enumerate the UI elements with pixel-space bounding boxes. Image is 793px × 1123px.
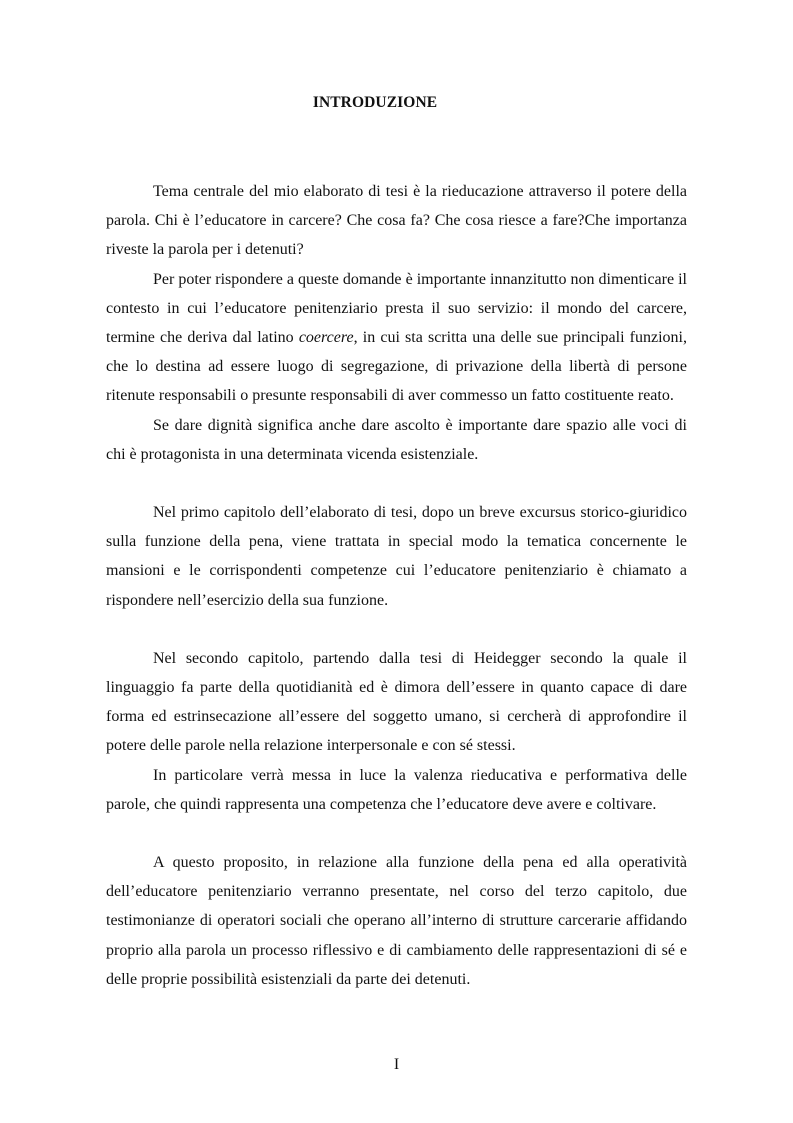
paragraph-text: Se dare dignità significa anche dare ascolto è importante dare spazio alle voci di chi è protagonista in una determinata vicenda esistenziale. xyxy=(106,416,687,463)
paragraph-5 xyxy=(106,644,687,761)
body-text xyxy=(106,177,687,994)
paragraph-4 xyxy=(106,498,687,615)
paragraph-spacer xyxy=(106,819,687,848)
paragraph-text: In particolare verrà messa in luce la valenza rieducativa e performativa delle parole, che quindi rappresenta una competenza che l’educatore deve avere e coltivare. xyxy=(106,766,687,813)
paragraph-text: , in cui sta scritta una delle sue principali funzioni, che lo destina ad essere luogo di segregazione, di privazione della libertà di persone ritenute responsabili o presunte responsabili di aver commesso un fatto costituente reato. xyxy=(106,329,688,405)
paragraph-text: Nel secondo capitolo, partendo dalla tesi di Heidegger secondo la quale il linguaggio fa parte della quotidianità ed è dimora dell’essere in quanto capace di dare forma ed estrinsecazione all’essere del soggetto umano, si cercherà di approfondire il potere delle parole nella relazione interpersonale e con sé stessi. xyxy=(106,649,687,755)
page-title: INTRODUZIONE xyxy=(312,94,438,111)
paragraph-text: Nel primo capitolo dell’elaborato di tesi, dopo un breve excursus storico-giuridico sulla funzione della pena, viene trattata in special modo la tematica concernente le mansioni e le corrispondenti competenze cui l’educatore penitenziario è chiamato a rispondere nell’esercizio della sua funzione. xyxy=(106,504,687,609)
paragraph-text: Per poter rispondere a queste domande è importante innanzitutto non dimenticare il contesto in cui l’educatore penitenziario presta il suo servizio: il mondo del carcere, termine che deriva dal latino xyxy=(106,270,687,347)
paragraph-2 xyxy=(106,265,687,411)
paragraph-spacer xyxy=(106,615,687,644)
page-number: I xyxy=(393,1056,400,1073)
paragraph-spacer xyxy=(106,469,687,498)
paragraph-1 xyxy=(106,177,687,265)
paragraph-text: Tema centrale del mio elaborato di tesi è la rieducazione attraverso il potere della parola. Chi è l’educatore in carcere? Che cosa fa? Che cosa riesce a fare?Che importanza riveste la parola per i detenuti? xyxy=(106,183,687,259)
italic-term: coercere xyxy=(298,329,354,347)
paragraph-7 xyxy=(106,848,687,994)
paragraph-3 xyxy=(106,411,687,469)
paragraph-text: A questo proposito, in relazione alla funzione della pena ed alla operatività dell’educatore penitenziario verranno presentate, nel corso del terzo capitolo, due testimonianze di operatori sociali che operano all’interno di strutture carcerarie affidando proprio alla parola un processo riflessivo e di cambiamento delle rappresentazioni di sé e delle proprie possibilità esistenziali da parte dei detenuti. xyxy=(106,854,687,988)
paragraph-6 xyxy=(106,761,687,819)
